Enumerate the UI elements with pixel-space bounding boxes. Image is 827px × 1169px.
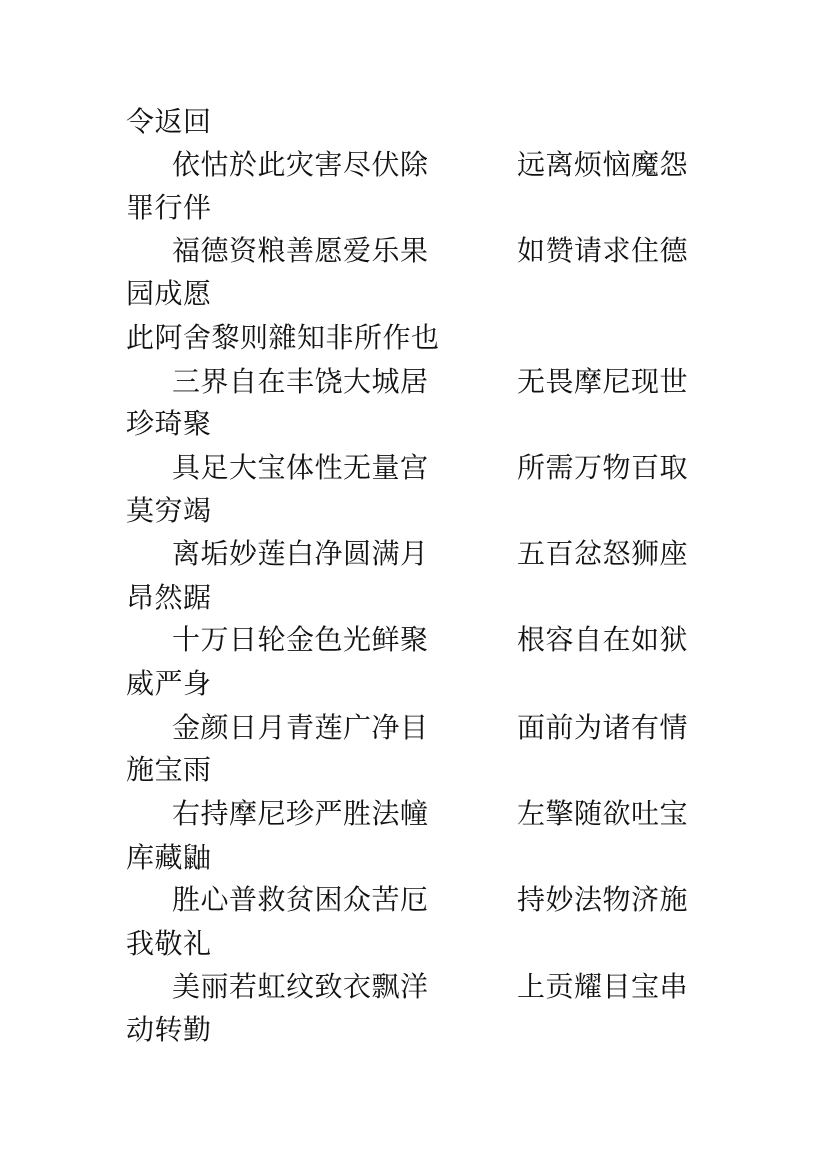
line-text: 珍琦聚	[126, 407, 212, 440]
text-line	[126, 318, 440, 358]
verse-second-half: 面前为诸有情	[517, 711, 689, 744]
line-text: 此阿舍黎则雜知非所作也	[126, 321, 440, 354]
text-line	[126, 188, 212, 228]
line-text: 罪行伴	[126, 191, 212, 224]
verse-first-half: 离垢妙莲白净圆满月	[172, 537, 429, 570]
verse-second-half: 根容自在如狱	[517, 623, 689, 656]
text-line	[126, 491, 212, 531]
verse-second-half: 如赞请求住德	[517, 234, 689, 267]
verse-first-half: 依怙於此灾害尽伏除	[172, 148, 429, 181]
verse-second-half: 持妙法物济施	[517, 883, 689, 916]
text-line	[126, 750, 212, 790]
text-line	[126, 578, 212, 618]
verse-first-half: 十万日轮金色光鲜聚	[172, 623, 429, 656]
text-line	[126, 924, 212, 964]
verse-first-half: 美丽若虹纹致衣飘洋	[172, 970, 429, 1003]
line-text: 威严身	[126, 667, 212, 700]
text-line	[126, 102, 212, 142]
text-line	[126, 404, 212, 444]
verse-first-half: 具足大宝体性无量宫	[172, 451, 429, 484]
verse-first-half: 金颜日月青莲广净目	[172, 711, 429, 744]
line-text: 昂然踞	[126, 581, 212, 614]
text-line	[126, 838, 212, 878]
line-text: 动转勤	[126, 1013, 212, 1046]
text-line	[126, 664, 212, 704]
verse-second-half: 五百忿怒狮座	[517, 537, 689, 570]
line-text: 莫穷竭	[126, 494, 212, 527]
line-text: 令返回	[126, 105, 212, 138]
verse-second-half: 所需万物百取	[517, 451, 689, 484]
verse-first-half: 三界自在丰饶大城居	[172, 365, 429, 398]
verse-first-half: 胜心普救贫困众苦厄	[172, 883, 429, 916]
line-text: 园成愿	[126, 277, 212, 310]
verse-first-half: 右持摩尼珍严胜法幢	[172, 797, 429, 830]
text-line	[126, 274, 212, 314]
verse-first-half: 福德资粮善愿爱乐果	[172, 234, 429, 267]
verse-second-half: 左擎随欲吐宝	[517, 797, 689, 830]
verse-second-half: 上贡耀目宝串	[517, 970, 689, 1003]
line-text: 库藏鼬	[126, 841, 212, 874]
verse-second-half: 远离烦恼魔怨	[517, 148, 689, 181]
text-line	[126, 1010, 212, 1050]
line-text: 施宝雨	[126, 753, 212, 786]
verse-second-half: 无畏摩尼现世	[517, 365, 689, 398]
line-text: 我敬礼	[126, 927, 212, 960]
